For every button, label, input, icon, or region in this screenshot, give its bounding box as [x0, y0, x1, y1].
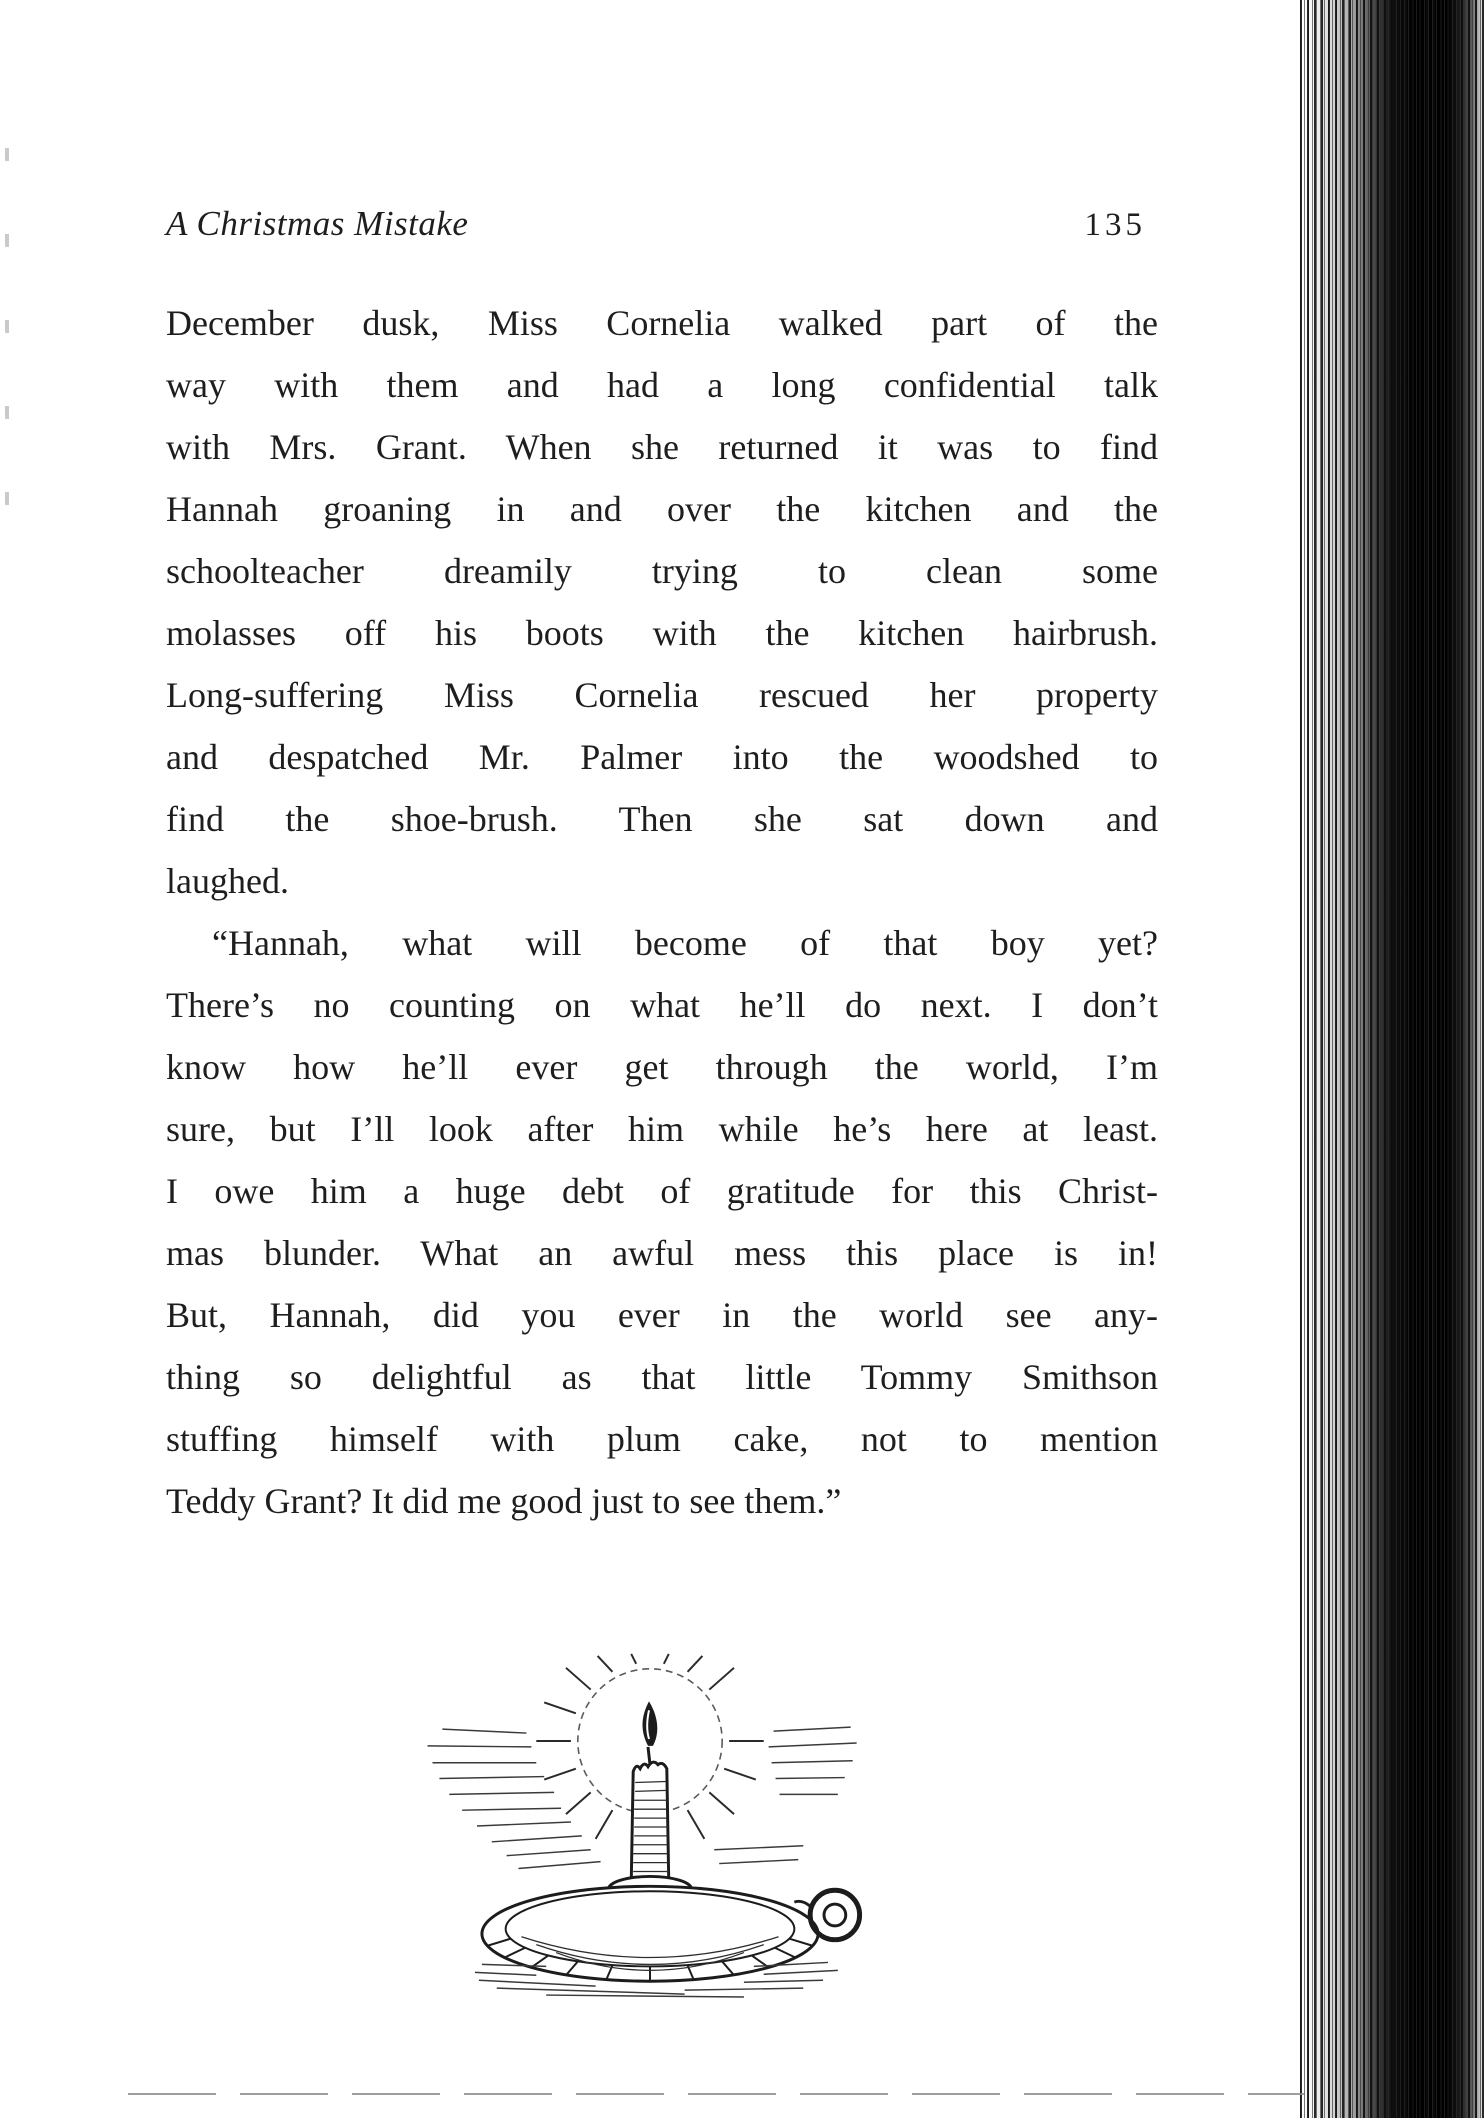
book-edge-scan-texture	[1300, 0, 1484, 2118]
text-line: But, Hannah, did you ever in the world see any-	[166, 1295, 1158, 1335]
text-line: molasses off his boots with the kitchen hairbrush.	[166, 613, 1158, 653]
text-line: mas blunder. What an awful mess this place is in!	[166, 1233, 1158, 1273]
text-line: stuffing himself with plum cake, not to mention	[166, 1419, 1158, 1459]
text-line: Long-suffering Miss Cornelia rescued her property	[166, 675, 1158, 715]
text-line: thing so delightful as that little Tommy Smithson	[166, 1357, 1158, 1397]
text-line: “Hannah, what will become of that boy yet?	[212, 923, 1158, 963]
text-line: There’s no counting on what he’ll do next. I don’t	[166, 985, 1158, 1025]
text-line: find the shoe-brush. Then she sat down and	[166, 799, 1158, 839]
paragraph	[166, 912, 1158, 1532]
text-line: December dusk, Miss Cornelia walked part of the	[166, 303, 1158, 343]
text-line: know how he’ll ever get through the world, I’m	[166, 1047, 1158, 1087]
text-line: Hannah groaning in and over the kitchen and the	[166, 489, 1158, 529]
text-line: I owe him a huge debt of gratitude for this Christ-	[166, 1171, 1158, 1211]
page-number: 135	[1084, 207, 1146, 243]
text-line: way with them and had a long confidential talk	[166, 365, 1158, 405]
page-header	[166, 204, 1158, 244]
text-line: laughed.	[166, 861, 289, 901]
paragraph	[166, 292, 1158, 912]
candle-illustration-svg	[388, 1650, 912, 2002]
scan-artifact-bottom-line	[128, 2093, 1304, 2095]
scan-artifact-left-marks	[5, 148, 9, 568]
candle-illustration	[388, 1650, 912, 2002]
text-line: with Mrs. Grant. When she returned it was to find	[166, 427, 1158, 467]
text-line: sure, but I’ll look after him while he’s here at least.	[166, 1109, 1158, 1149]
body-text	[166, 292, 1158, 1532]
text-line: and despatched Mr. Palmer into the woodshed to	[166, 737, 1158, 777]
text-line: schoolteacher dreamily trying to clean some	[166, 551, 1158, 591]
text-line: Teddy Grant? It did me good just to see them.”	[166, 1481, 842, 1521]
running-title: A Christmas Mistake	[166, 204, 469, 243]
